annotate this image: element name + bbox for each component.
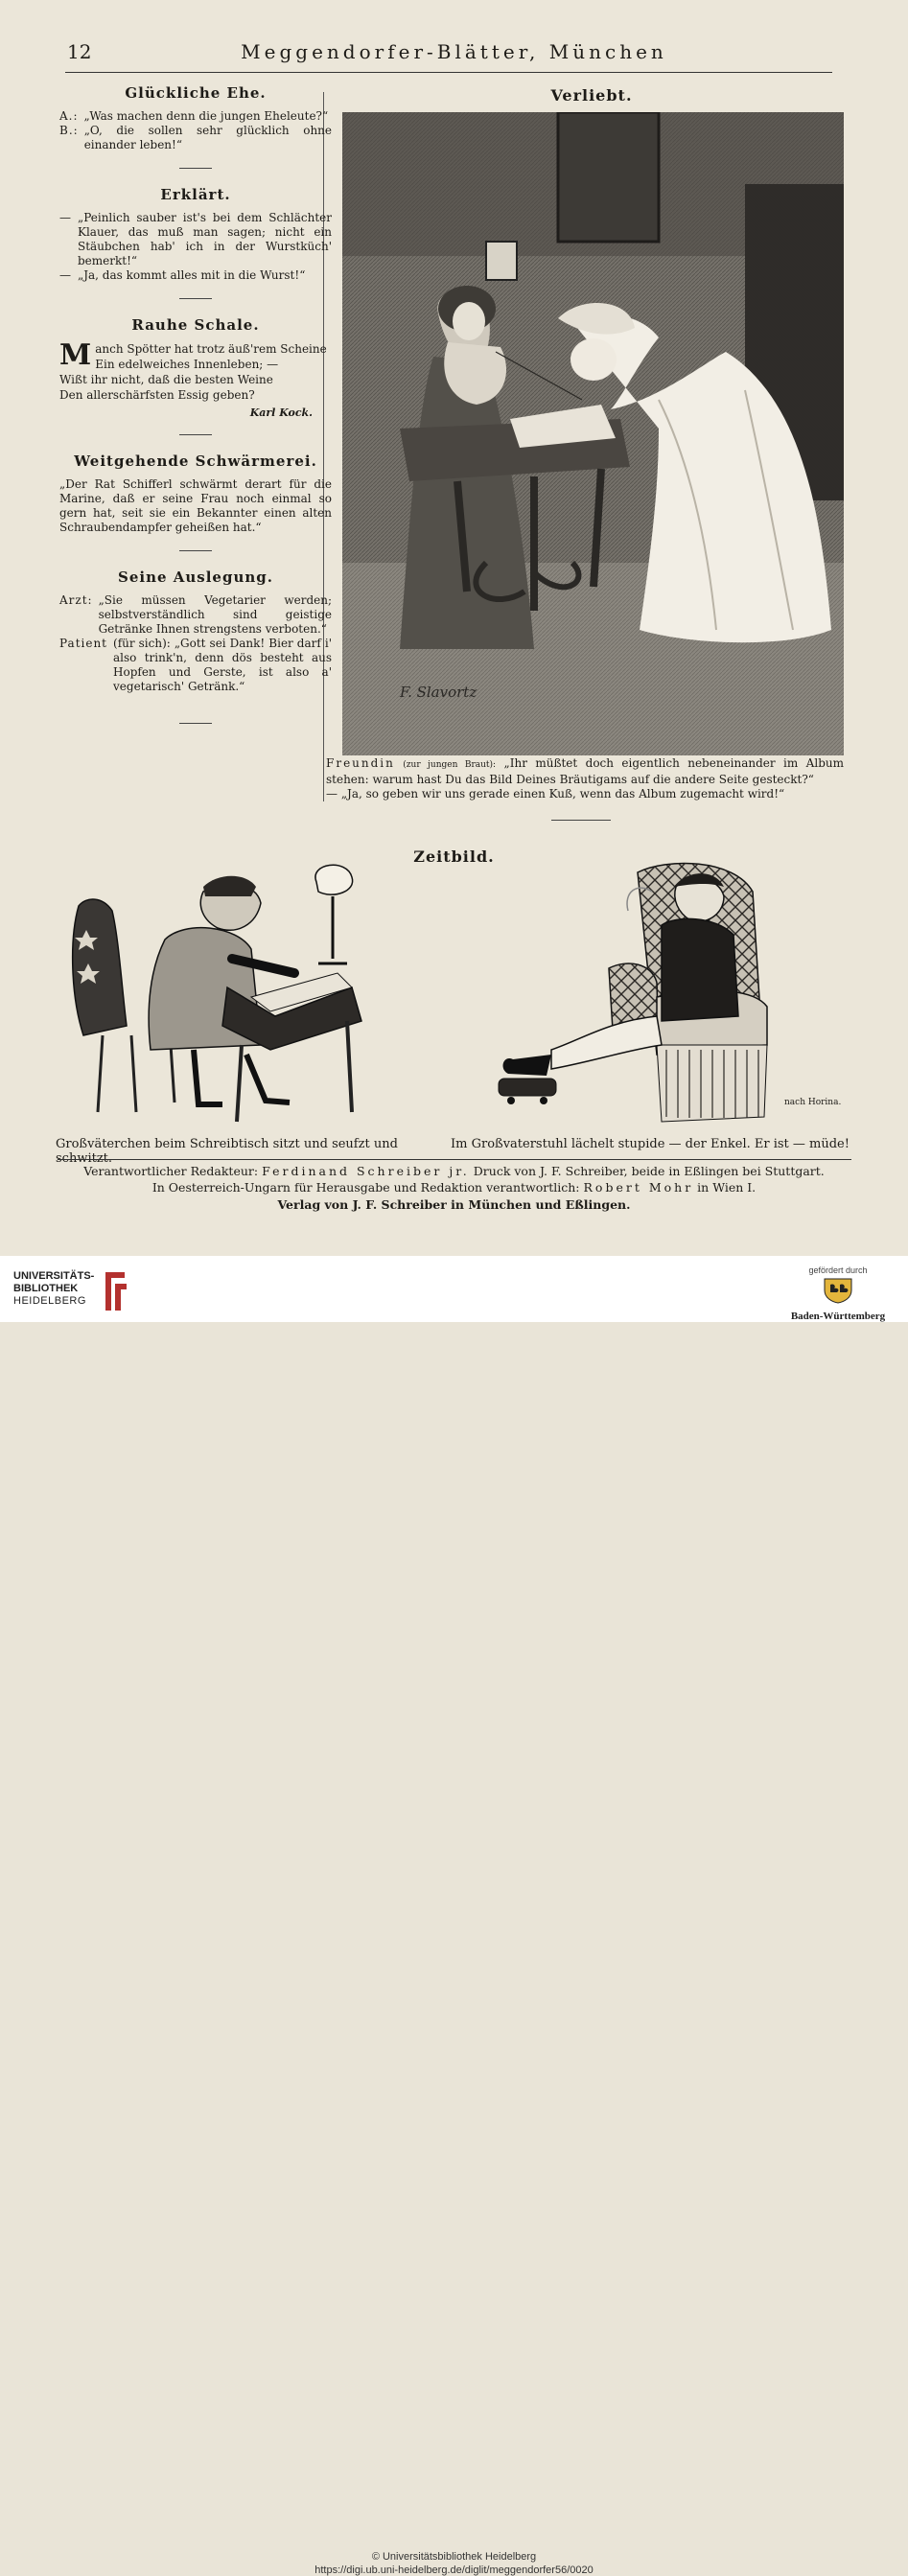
section-title: Seine Auslegung. (118, 569, 273, 586)
illustration-signature: F. Slavortz (400, 684, 477, 701)
cartoon-grandfather (59, 853, 385, 1131)
library-emblem-icon (102, 1270, 128, 1312)
section-rule (179, 168, 212, 169)
university-logo[interactable]: UNIVERSITÄTS- BIBLIOTHEK HEIDELBERG (13, 1270, 128, 1312)
cartoon-signature: nach Horina. (784, 1098, 842, 1107)
funder-logo[interactable]: gefördert durch Baden-Württemberg (790, 1265, 886, 1322)
section-title: Rauhe Schale. (131, 316, 260, 334)
cartoon-grandson-drawing (494, 853, 820, 1131)
zeitbild-title: Zeitbild. (413, 847, 495, 866)
scanned-page (0, 0, 908, 1256)
illustration-drawing (342, 112, 844, 755)
dialogue-line: A.: „Was machen denn die jungen Eheleute?“ (59, 109, 329, 123)
illustration-title: Verliebt. (550, 86, 633, 104)
page-number: 12 (67, 40, 92, 63)
section-weitgehende-schwaermerei (59, 453, 332, 535)
section-rule (179, 550, 212, 551)
imprint-line: In Oesterreich-Ungarn für Herausgabe und Redaktion verantwortlich: Robert Mohr in Wien I. (151, 1180, 757, 1195)
poem: M anch Spötter hat trotz äuß'rem Scheine Ein edelweiches Innenleben; — Wißt ihr nicht, daß die besten Weine Den allerschärfsten Essig geben? (59, 338, 327, 402)
section-title: Weitgehende Schwärmerei. (74, 453, 317, 470)
section-rule (179, 723, 212, 724)
imprint-line: Verlag von J. F. Schreiber in München und Eßlingen. (277, 1197, 631, 1212)
copyright-notice: © Universitätsbibliothek Heidelberg (371, 2551, 537, 2563)
imprint-rule (58, 1159, 851, 1160)
author: Karl Kock. (249, 406, 313, 419)
section-seine-auslegung (59, 569, 332, 694)
cartoon-grandson (494, 853, 820, 1131)
dialogue-line: Arzt: „Sie müssen Vegetarier werden; selbstverständlich sind geistige Getränke Ihnen strengstens verboten.“ (59, 593, 332, 636)
section-rule (179, 298, 212, 299)
paragraph: „Der Rat Schifferl schwärmt derart für die Marine, daß er seine Frau noch einmal so gern hat, seit sie ein Bekannter einen alten Schraubendampfer geheißen hat.“ (59, 477, 332, 534)
cartoon-caption-left: Großväterchen beim Schreibtisch sitzt und seufzt und schwitzt. (56, 1137, 398, 1166)
dialogue-line: Patient (für sich): „Gott sei Dank! Bier darf i' also trink'n, denn dös besteht aus Hopfen und Gerste, ist also a' vegetarisch' Getränk.“ (59, 637, 332, 693)
section-rule (179, 434, 212, 435)
drop-cap: M (59, 338, 92, 372)
running-title: Meggendorfer-Blätter, München (241, 40, 667, 63)
dialogue-line: B.: „O, die sollen sehr glücklich ohne einander leben!“ (59, 124, 332, 151)
section-glueckliche-ehe (59, 84, 332, 152)
cartoon-caption-right: Im Großvaterstuhl lächelt stupide — der Enkel. Er ist — müde! (451, 1137, 850, 1151)
illustration-verliebt (342, 112, 844, 755)
section-erklaert (59, 186, 332, 283)
section-rauhe-schale (59, 316, 332, 419)
cartoon-grandfather-drawing (59, 853, 385, 1131)
section-title: Glückliche Ehe. (125, 84, 267, 102)
imprint-line: Verantwortlicher Redakteur: Ferdinand Schreiber jr. Druck von J. F. Schreiber, beide in Eßlingen bei Stuttgart. (83, 1164, 825, 1178)
dialogue-line: — „Ja, das kommt alles mit in die Wurst!“ (59, 268, 306, 282)
state-coat-of-arms-icon (821, 1275, 855, 1304)
section-title: Erklärt. (160, 186, 231, 203)
header-rule (65, 72, 832, 73)
dialogue-line: — „Peinlich sauber ist's bei dem Schlächter Klauer, das muß man sagen; nicht ein Stäubchen hab' ich in der Wurstküch' bemerkt!“ (59, 211, 332, 267)
viewer-footer (0, 1256, 908, 2576)
section-rule (551, 820, 611, 821)
left-column (59, 84, 332, 741)
illustration-caption: Freundin (zur jungen Braut): „Ihr müßtet doch eigentlich nebeneinander im Album stehen: warum hast Du das Bild Deines Bräutigams auf die andere Seite gesteckt?“ — „Ja, so geben wir uns gerade einen Kuß, wenn das Album zugemacht wird!“ (326, 756, 844, 801)
permalink[interactable]: https://digi.ub.uni-heidelberg.de/diglit/meggendorfer56/0020 (314, 2564, 594, 2576)
